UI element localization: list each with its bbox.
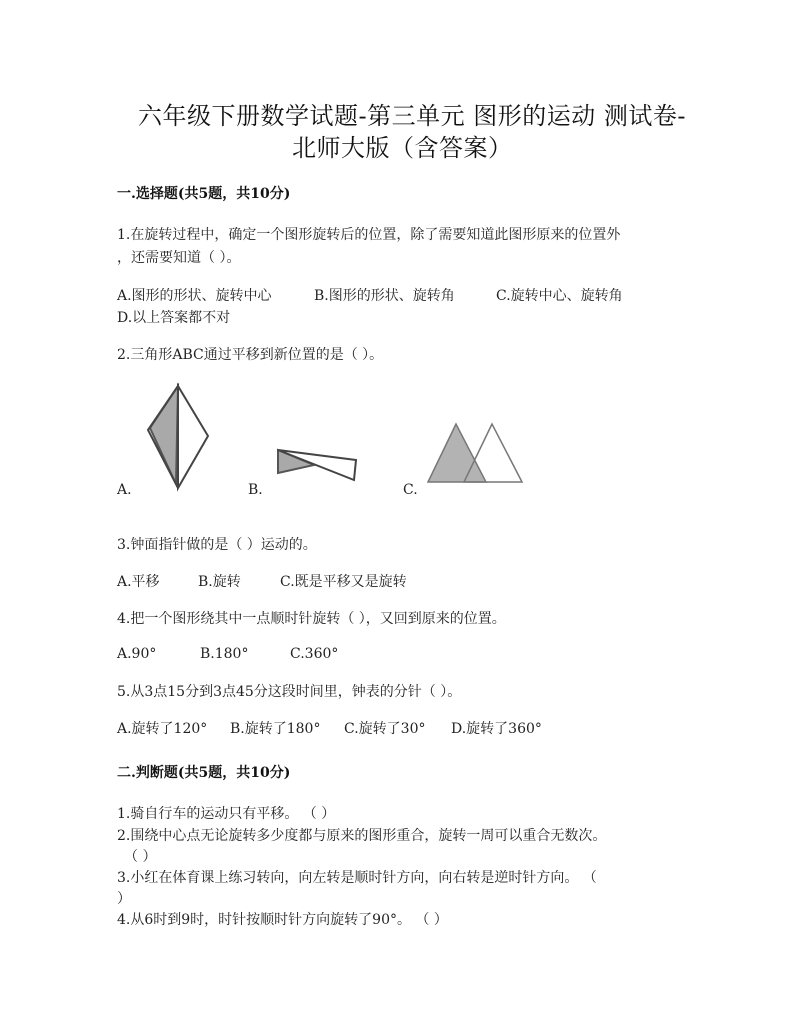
question-3-option-c: C.既是平移又是旋转 (280, 574, 407, 590)
question-1-line2: ，还需要知道（ ）。 (117, 250, 241, 266)
document-title-line2: 北师大版（含答案） (292, 134, 513, 162)
question-5-option-a: A.旋转了120° (117, 721, 208, 737)
question-3-text: 3.钟面指针做的是（ ）运动的。 (117, 537, 317, 553)
figure-a-shaded-triangle (150, 386, 178, 484)
document-title-line1: 六年级下册数学试题-第三单元 图形的运动 测试卷- (138, 102, 686, 130)
section-heading-choice: 一.选择题(共5题，共10分) (117, 186, 291, 202)
question-5-text: 5.从3点15分到3点45分这段时间里，钟表的分针（ ）。 (117, 684, 462, 700)
question-4-option-b: B.180° (200, 646, 249, 662)
question-2-text: 2.三角形ABC通过平移到新位置的是（ ）。 (117, 347, 384, 363)
question-4-option-a: A.90° (117, 646, 157, 662)
figure-c-triangles (424, 420, 528, 488)
question-1-line1: 1.在旋转过程中，确定一个图形旋转后的位置，除了需要知道此图形原来的位置外 (117, 227, 621, 243)
figure-b-bowtie (270, 444, 362, 484)
question-3-option-a: A.平移 (117, 574, 160, 590)
question-4-option-c: C.360° (290, 646, 339, 662)
question-5-option-c: C.旋转了30° (344, 721, 426, 737)
question-5-option-d: D.旋转了360° (451, 721, 542, 737)
judgment-item-3-bracket: ） (117, 891, 131, 907)
question-5-option-b: B.旋转了180° (230, 721, 321, 737)
question-1-option-c: C.旋转中心、旋转角 (496, 288, 623, 304)
figure-a-right-outline (178, 386, 208, 488)
question-1-option-d: D.以上答案都不对 (117, 310, 231, 326)
figure-b-label: B. (248, 482, 263, 498)
question-4-text: 4.把一个图形绕其中一点顺时针旋转（ ），又回到原来的位置。 (117, 611, 506, 627)
question-1-option-b: B.图形的形状、旋转角 (314, 288, 455, 304)
judgment-item-2-bracket: （ ） (124, 849, 157, 865)
section-heading-judgment: 二.判断题(共5题，共10分) (117, 765, 291, 781)
figure-a-rhombus (140, 382, 220, 494)
judgment-item-2: 2.围绕中心点无论旋转多少度都与原来的图形重合，旋转一周可以重合无数次。 (117, 828, 607, 844)
question-3-option-b: B.旋转 (198, 574, 241, 590)
figure-c-label: C. (403, 482, 418, 498)
judgment-item-3: 3.小红在体育课上练习转向，向左转是顺时针方向，向右转是逆时针方向。 （ (117, 870, 597, 886)
judgment-item-4: 4.从6时到9时，时针按顺时针方向旋转了90°。 （ ） (117, 912, 448, 928)
question-1-option-a: A.图形的形状、旋转中心 (117, 288, 272, 304)
judgment-item-1: 1.骑自行车的运动只有平移。 （ ） (117, 806, 336, 822)
figure-a-label: A. (117, 482, 132, 498)
